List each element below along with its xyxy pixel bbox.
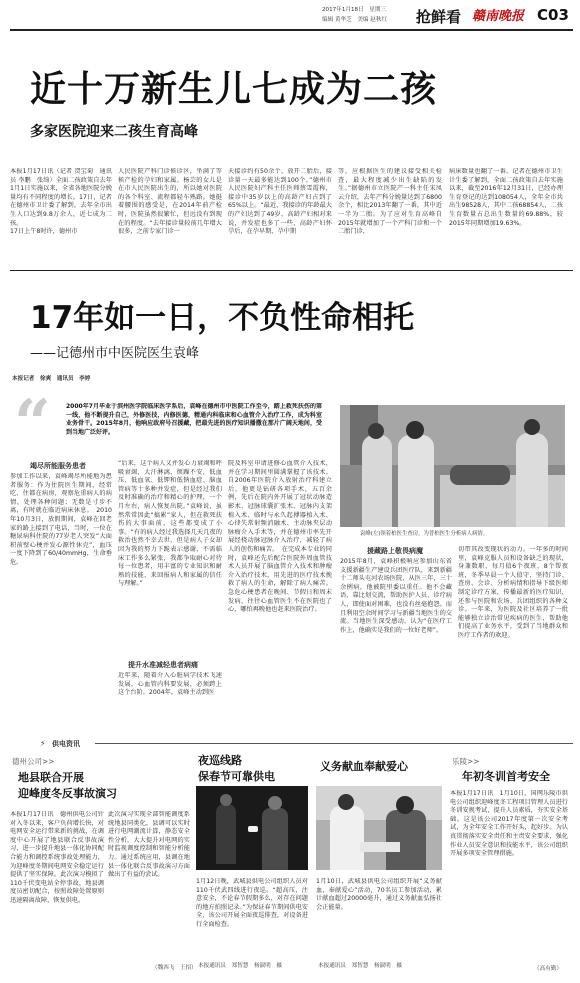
story2-colB2: 近年来，随着介入心脏病学技术飞速发展，心血管内科要发展，必须跨上这个台阶。2004年，袁峰主动到医: [118, 672, 222, 697]
story1-col3: 天接诊约有50余个，放开二胎后，接诊量一天最多能达到100个。”德州市人民医院妇产科主任医师蔡雪霞称，接诊中35岁以上的高龄产妇占到了65%以上。“最近，我接诊的年龄最大的产妇达到了49岁，高龄产妇相对来说，并发症也多了一些，高龄产妇怀孕后，在孕早期、孕中期: [228, 168, 332, 236]
story1-col5: 病床数量也翻了一番。记者在德州市卫生计生委了解到，全面二孩政策自去年实施以来，截至2016年12月31日，已经办理生育登记的达到108054人，全年全市共出生98528人，其中二孩68854人，二孩生育数量占总出生数量的69.88%，较2015年同期增加19.63%。: [449, 168, 563, 227]
lightning-icon: ⚡: [40, 739, 46, 748]
b4-headline: 年初冬训首考安全: [462, 770, 550, 783]
b2-text: 1月12日晚，武城县供电公司组织人员对110千伏武四线进行夜巡。“超高压，注意安全，不论春节假期多么，对存在问题的地方拍照记录。”为保证春节期间供电安全，该公司开展全面夜巡排查，对设备进行全面检查。: [196, 878, 308, 928]
b3-text: 1月10日，武城县供电公司组织开展“义务献血，奉献爱心”活动，70名员工参加活动，累计献血超过20000毫升，通过义务献血弘扬社会正能量。: [316, 878, 442, 911]
story2-colB: “后来，这个病人又并发心力衰竭和呼吸衰竭，大汗淋漓、烦躁不安，低血压、低血氧、低钾和低钠血症、脑血管病等十多种并发症，但是经过我们及时准确的治疗和精心的护理，一个月左右，病人恢复出院。”袁峰说，虽然常常因此“搞累”家人，但在救死扶伤的大事面前，这些都变成了小事。“有的病人经过我选择几天几夜的救治也然不幸去世，但是病人子女却因为我的努力下跪表示感谢，不需临床工作多么紧张，我都争取耐心对待每一位患者，用丰富的专业知识和耐熟的技能，来回报病人和家属的信任与理解。”: [118, 460, 222, 588]
supply-label: 供电资讯: [52, 740, 80, 748]
supply-label-box: [10, 738, 95, 749]
story1-headline: 近十万新生儿七成为二孩: [30, 69, 438, 110]
story2-headline: 17年如一日，不负性命相托: [30, 300, 415, 336]
b1-text-2: 此次演习实现全部智能调度系统地县同类化，县调可以实时进行电网潮流计算，静态安全性分析，大大提升对电网的实时监视调度控制和智能分析能力。通过系统应用，县调在地县一体化联合反事故演习方面做出了有益的尝试。: [108, 811, 190, 879]
story2-subsection-2: 提升水准减轻患者病痛: [128, 661, 198, 669]
story-divider: [10, 270, 573, 271]
story2-byline: 本报记者 徐爽 通讯员 李婷: [12, 376, 91, 382]
quote-mark-icon: “: [14, 386, 51, 461]
masthead-logo: [472, 5, 532, 25]
story1-subhead: 多家医院迎来二孩生育高峰: [30, 124, 198, 140]
story2-subsection-3: 援藏路上敬畏病魔: [367, 547, 423, 555]
story1-col1-end: 17日上午8时许，德州市: [10, 228, 78, 236]
b1-headline-1: 地县联合开展: [18, 771, 84, 784]
story2-colC: 院及科室申请进修心血管介入技术，并在学习期间里圆满掌握了该技术。自2006年医院介入放射治疗科建立后，他更是钻研各项手术，五百余例，先后在院内外开展了冠状动脉造影术、冠脉球囊扩张术、冠脉内支架植入术、临时与永久起搏器植入术、心律失常射频消融术、主动脉夹层动脉瘤介入手术等，并在德州市率先开展经桡动脉冠脉介入治疗，减轻了病人的创伤和痛苦。 在完成本专业的同时，袁峰还先后配合医院外周血管技术人员开展了脑血管介入技术和肿瘤介入治疗技术，用先进的医疗技术挽救了病人的生命，解除了病人痛苦。急危心梗患者在晚间、节假日和周末发病，往往心血管医生不在医院也了心，哪怕再晚他也赶来医院治疗。: [228, 460, 332, 614]
header-rule: [10, 29, 573, 31]
story2-colE: 切带其改变现状的动力。一年多的时间里，袁峰克服人员和设备缺乏的现状，身兼数职，每月值6个夜班，8个帮夜班，冬季早晨一个人值守，坚持门诊、查房、会诊、分析病情和指导下级医师制定诊疗方案，传播最新的医疗知识，还参与医院和农场、兵团组织的各种义诊。一年来，为医院及社区培养了一批能够独立诊治常见疾病的医生，帮助他们提高了业务水平，受到了当地群众和医疗工作者的欢迎。: [458, 546, 568, 639]
b1-byline: （魏西飞 王招）: [152, 965, 197, 971]
b2-headline-1: 夜巡线路: [198, 754, 242, 767]
b4-text: 本报1月17日讯 1月10日，国网乐陵市供电公司组织迎峰度冬工程项目管理人员进行冬训安规考试，提升人员素质，夯实安全基础。这是该公司2017年度第一次安全考试，为全年安全工作开好头，起好步。为认真贯彻落实安全责任和主责安全要求，强化作业人员安全意识和技能水平，该公司组织开展多项安全管理措施。: [450, 790, 568, 858]
story2-colD: 2015年8月，袁峰积极响应参加山东省支援新疆生产建设兵团医疗队，来到新疆十二师头屯河农场医院，从医三年，三十余例病，他被院里委以重任。他不会藏语，靠比划交流，帮助医护人员、诊疗病人，即使面对困难，也没有丝毫抱怨。而且利用空余时间学习与新疆当地医生的交流。当地医生深受感动，认为“在医疗工作上，他确实是我们的一位好老师”。: [340, 558, 452, 634]
b1-text: 本报1月17日讯 德州供电公司针对入冬以来，客户负荷增长快，对电网安全运行带来新的挑战，在调度中心开展了地县联合反事故演习，进一步提升地县一体化协同配合能力和调控系统事故处理能力，为迎峰度冬期间电网安全稳定运行提供了坚实保障。此次演习模拟了110千伏变电站全停事故，地县调度员密切配合，按照故障处置原则迅速隔离故障，恢复供电。: [10, 811, 104, 904]
story1-col2: 人民医院产科门诊候诊区，坐满了等候产检的孕妇和家属。杨芸的女儿是在市人民医院出生的，所以她对医院的各个科室、流程都轻车熟路。她挺着腰围的感受是，在2014年前产检时，医院虽然很繁忙，但远没有到现在的程度。“去年接诊量较前几年增大很多，之前专家门诊一: [118, 168, 222, 236]
header-section: 抢鲜看: [416, 8, 462, 26]
story1-col1: [10, 168, 112, 260]
masthead-logo-text: 赣南晚报: [472, 9, 525, 24]
photo-caption: 袁峰(左)领着柏医生查房，为普柏医生分析病人病情。: [360, 531, 489, 537]
b4-byline: （高有勤）: [534, 966, 562, 972]
night-inspection-photo: [196, 786, 308, 870]
b1-headline-2: 迎峰度冬反事故演习: [18, 787, 117, 800]
b4-kicker: 乐陵>>: [452, 757, 480, 766]
b3-byline: 本报通讯员 郑智慧 杨淑明 摄: [318, 963, 402, 969]
story1-lead: 本报1月17日讯（记者 贺宝菊 通讯员 李鹏 张绮）全面二孩政策自去年1月1日实施以来，全省各地医院分娩量均有不同程度的增长。17日，记者在德州市卫计委了解到，去年全市出生人口达到9.8万余人，近七成为二孩。: [10, 168, 112, 227]
b2-byline: 本报通讯员 郑智慧 杨淑明 摄: [198, 963, 282, 969]
story2-subhead: ——记德州市中医院医生袁峰: [30, 346, 200, 361]
blood-donation-photo: [316, 786, 442, 870]
header-editor: 编辑 黄华芝 美编 赵秋红: [322, 17, 388, 23]
story2-intro: 2000年7月毕业于滨州医学院临床医学系后，袁峰在德州市中医院工作至今，踏上救死扶伤的第一线，他不断提升自己，外修医技，内修医德，精通内科临床和心血管介入治疗工作，成为科室业务骨干。2015年8月，他响应政府号召援藏，把最先进的医疗知识播撒在那片广阔天地间，受到当地广泛好评。: [66, 403, 322, 436]
header-page-number: C03: [537, 6, 569, 24]
b2-headline-2: 保春节可靠供电: [198, 770, 275, 783]
story2-colA: 参加工作以来，袁峰竭尽所能地为患者服务：作为住院医生期间，经常吃、住都在病房，观察危重病人的病情，处理各种问题；无数是寸步不离，有时就在临近病床休息。 2010年10月3日，放假期间，袁峰在回老家的路上接到了电话，当时，一位在糖尿病科住院的77岁老人突发“大面积前壁心梗并发心源性休克”，血压一度下降到了60/40mmHg，生命垂危。: [10, 473, 112, 566]
doctor-ward-photo: [340, 405, 565, 527]
b1-kicker: 德州公司>>: [12, 757, 55, 766]
story2-subsection-1: 竭尽所能服务患者: [30, 462, 86, 470]
header-date: 2017年1月18日 星期三: [322, 7, 387, 13]
b3-headline: 义务献血奉献爱心: [320, 760, 408, 773]
story1-col4: 等，应根据医生的建议接受相关检查，最大程度减少出生缺陷的发生。”据德州市立医院产一科主任宋凤云介绍，去年产科分娩量达到了6800余个，相比2013年翻了一番，其中近一半为二胎。为了应对生育高峰自2015年就增加了一个产科门诊和一个二胎门诊，: [338, 168, 442, 236]
